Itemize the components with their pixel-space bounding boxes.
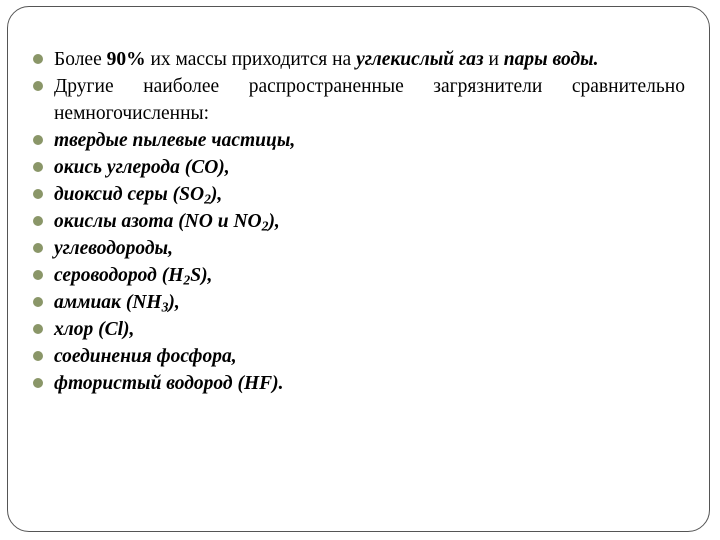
subscript: 2 xyxy=(204,191,211,207)
pollutant-label: окись углерода (CO), xyxy=(54,157,230,178)
term-carbon-dioxide: углекислый газ xyxy=(356,49,484,70)
bullet-dot-icon xyxy=(33,216,43,226)
pollutant-label: окислы азота (NO и NO xyxy=(54,211,262,232)
pollutant-label-end: S), xyxy=(190,265,213,286)
bullet-dot-icon xyxy=(33,243,43,253)
subscript: 3 xyxy=(161,299,169,315)
bullet-dot-icon xyxy=(33,351,43,361)
bullet-item-hydrogen-sulfide xyxy=(30,262,685,289)
text-segment: их массы приходится на xyxy=(145,49,357,70)
pollutant-label: сероводород (H xyxy=(54,265,184,286)
term-water-vapor: пары воды. xyxy=(503,49,599,70)
pollutant-label: углеводороды, xyxy=(54,238,173,259)
bullet-list xyxy=(30,46,685,397)
pollutant-label: твердые пылевые частицы, xyxy=(54,130,296,151)
bullet-item-hydrocarbons xyxy=(30,235,685,262)
pollutant-label-end: ), xyxy=(210,184,223,205)
bullet-dot-icon xyxy=(33,81,43,91)
text-segment: Другие наиболее распространенные загрязнители сравнительно немногочисленны: xyxy=(54,76,685,124)
subscript: 2 xyxy=(183,272,191,288)
pollutant-label: хлор (Cl), xyxy=(54,319,135,340)
bullet-dot-icon xyxy=(33,324,43,334)
bullet-item-dust xyxy=(30,127,685,154)
bullet-item-hydrogen-fluoride xyxy=(30,370,685,397)
bullet-item-carbon-monoxide xyxy=(30,154,685,181)
pollutant-label: фтористый водород (HF). xyxy=(54,373,284,394)
bullet-dot-icon xyxy=(33,378,43,388)
pollutant-label: соединения фосфора, xyxy=(54,346,237,367)
bullet-item-sulfur-dioxide xyxy=(30,181,685,208)
bullet-item-other-pollutants xyxy=(30,73,685,127)
pollutant-label: аммиак (NH xyxy=(54,292,162,313)
bullet-item-chlorine xyxy=(30,316,685,343)
bullet-item-ammonia xyxy=(30,289,685,316)
bullet-dot-icon xyxy=(33,162,43,172)
text-segment: Более xyxy=(54,49,107,70)
pollutant-label-end: ), xyxy=(168,292,180,313)
slide-content xyxy=(30,46,685,397)
bullet-dot-icon xyxy=(33,270,43,280)
text-segment: и xyxy=(483,49,504,70)
bullet-dot-icon xyxy=(33,54,43,64)
bullet-dot-icon xyxy=(33,135,43,145)
pollutant-label: диоксид серы (SO xyxy=(54,184,205,205)
bullet-item-mass-share xyxy=(30,46,685,73)
bullet-item-phosphorus-compounds xyxy=(30,343,685,370)
pollutant-label-end: ), xyxy=(268,211,280,232)
bullet-dot-icon xyxy=(33,189,43,199)
bullet-item-nitrogen-oxides xyxy=(30,208,685,235)
subscript: 2 xyxy=(261,218,269,234)
percent-value: 90% xyxy=(106,49,146,70)
bullet-dot-icon xyxy=(33,297,43,307)
